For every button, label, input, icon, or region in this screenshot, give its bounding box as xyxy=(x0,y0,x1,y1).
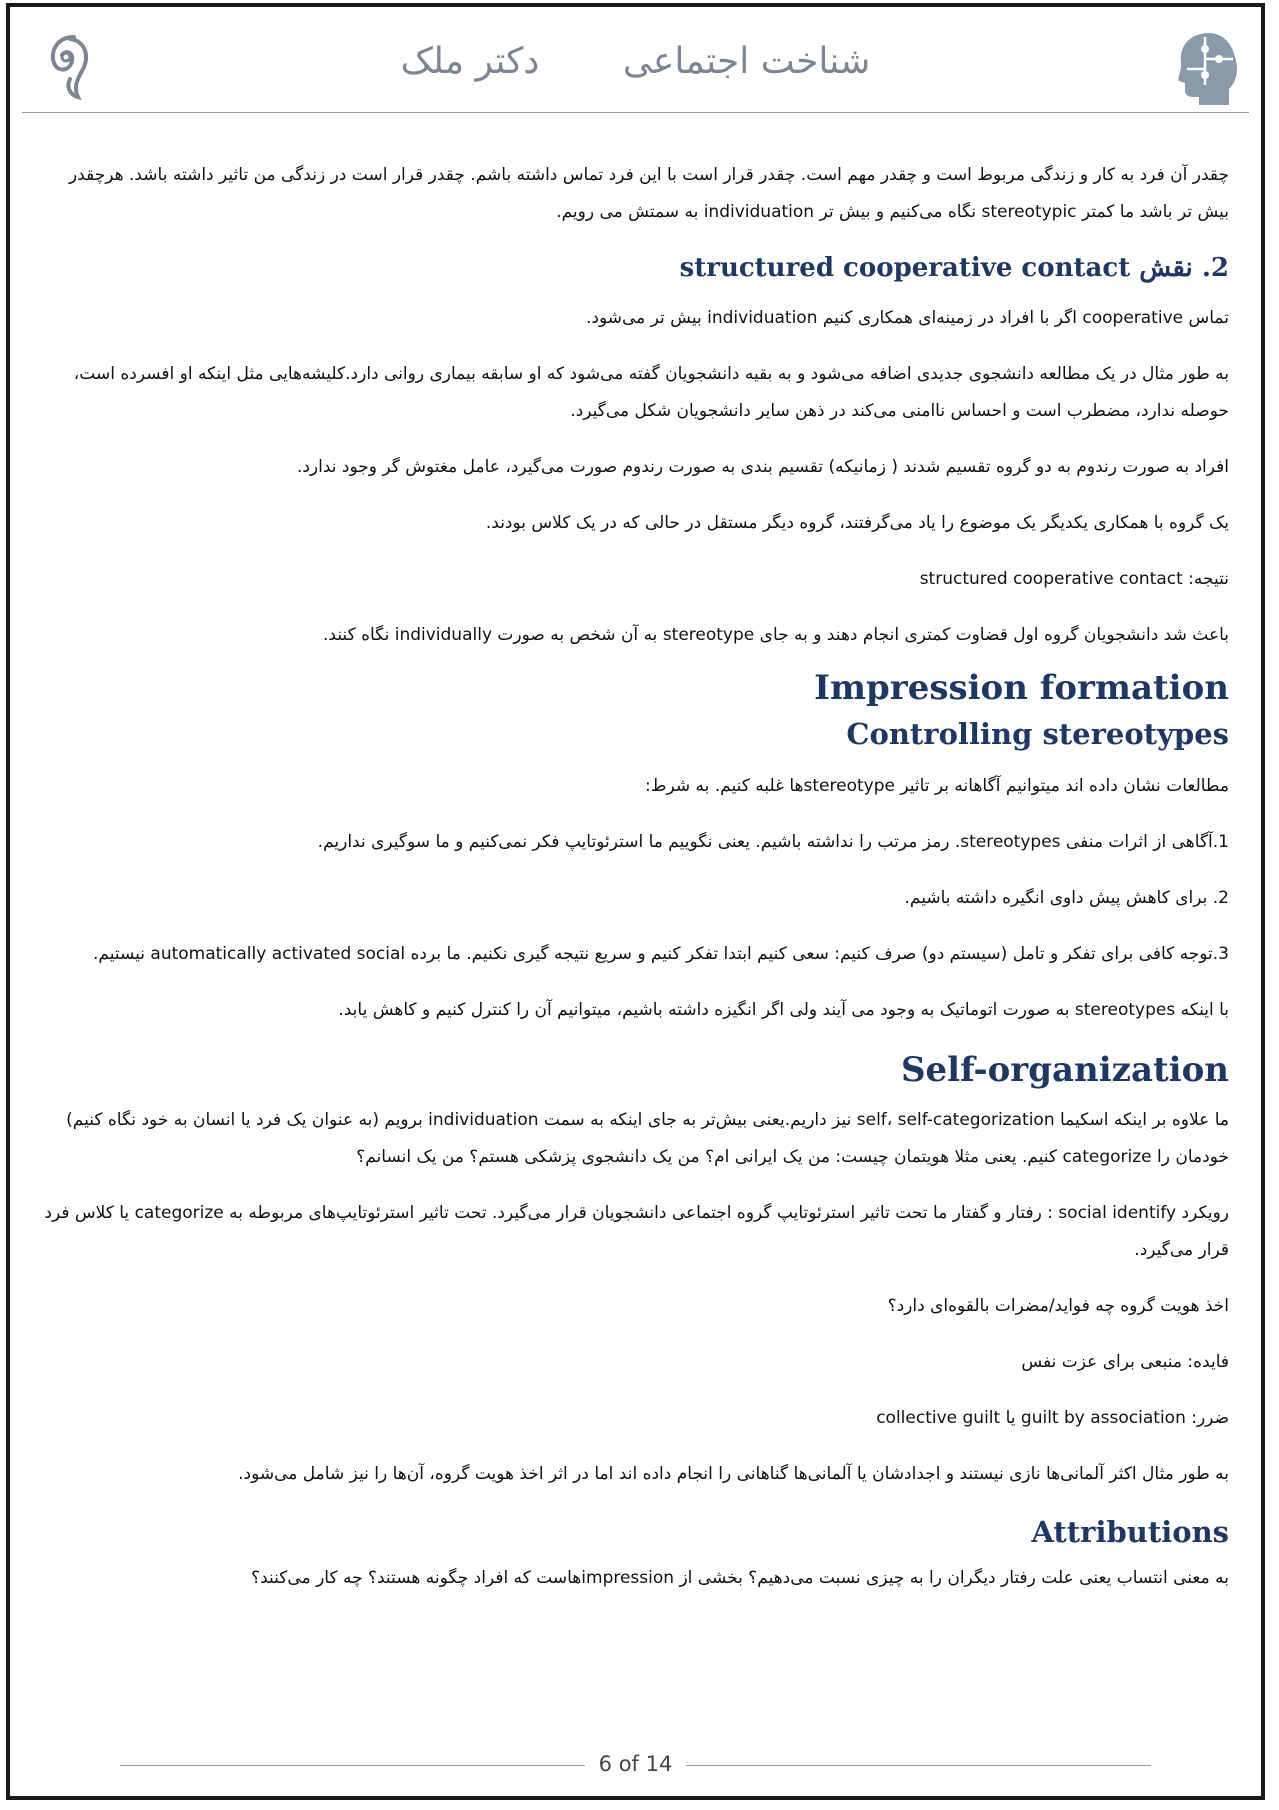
paragraph: یک گروه با همکاری یکدیگر یک موضوع را یاد می‌گرفتند، گروه دیگر مستقل در حالی که در یک کلاس بودند. xyxy=(485,513,1229,533)
paragraph: فایده: منبعی برای عزت نفس xyxy=(1021,1352,1229,1372)
paragraph: با اینکه stereotypes به صورت اتوماتیک به وجود می آیند ولی اگر انگیزه داشته باشیم، میتوانیم آن را کنترل کنیم و کاهش یابد. xyxy=(338,1000,1229,1020)
header-title xyxy=(22,41,1249,82)
paragraph: ما علاوه بر اینکه اسکیما self، self-categorization نیز داریم.یعنی بیش‌تر به جای اینکه به سمت individuation برویم (به عنوان یک فرد یا انسان به خود نگاه کنیم) خودمان را categorize کنیم. یعنی مثلا هویتمان چیست: من یک ایرانی ام؟ من یک دانشجوی پزشکی هستم؟ من یک انسانم؟ xyxy=(66,1110,1229,1167)
paragraph: رویکرد social identify : رفتار و گفتار ما تحت تاثیر استرئوتایپ گروه اجتماعی دانشجویان قرار می‌گیرد. تحت تاثیر استرئوتایپ‌های مربوطه به categorize یا کلاس فرد قرار می‌گیرد. xyxy=(44,1203,1229,1260)
section-heading: 2. نقش structured cooperative contact xyxy=(679,253,1229,283)
heading-self-organization: Self-organization xyxy=(900,1050,1229,1090)
paragraph: به طور مثال اکثر آلمانی‌ها نازی نیستند و اجدادشان یا آلمانی‌ها گناهانی را انجام داده اند اما در اثر اخذ هویت گروه، آن‌ها را نیز شامل می‌شود. xyxy=(238,1464,1229,1484)
paragraph: اخذ هویت گروه چه فواید/مضرات بالقوه‌ای دارد؟ xyxy=(887,1296,1229,1316)
list-item: 1.آگاهی از اثرات منفی stereotypes. رمز مرتب را نداشته باشیم. یعنی نگوییم ما استرئوتایپ فکر نمی‌کنیم و ما سوگیری نداریم. xyxy=(317,832,1229,852)
page-number: 6 of 14 xyxy=(598,1752,673,1776)
paragraph: باعث شد دانشجویان گروه اول قضاوت کمتری انجام دهند و به جای stereotype به آن شخص به صورت individually نگاه کنند. xyxy=(323,625,1229,645)
paragraph: به طور مثال در یک مطالعه دانشجوی جدیدی اضافه می‌شود و به بقیه دانشجویان گفته می‌شود که او سابقه بیماری روانی دارد.کلیشه‌هایی مثل اینکه او افسرده است، حوصله ندارد، مضطرب است و احساس ناامنی می‌کند در ذهن سایر دانشجویان شکل می‌گیرد. xyxy=(73,364,1229,421)
puzzle-head-icon xyxy=(1175,29,1239,107)
document-page xyxy=(6,3,1265,1800)
paragraph: نتیجه: structured cooperative contact xyxy=(919,569,1229,589)
page-footer xyxy=(10,1750,1261,1780)
paragraph: مطالعات نشان داده اند میتوانیم آگاهانه بر تاثیر stereotypeها غلبه کنیم. به شرط: xyxy=(645,776,1229,796)
header-author: دکتر ملک xyxy=(400,41,540,82)
list-item: 3.توجه کافی برای تفکر و تامل (سیستم دو) صرف کنیم: سعی کنیم ابتدا تفکر کنیم و سریع نتیجه گیری نکنیم. ما برده automatically activated social نیستیم. xyxy=(92,944,1229,964)
paragraph: چقدر آن فرد به کار و زندگی مربوط است و چقدر مهم است. چقدر قرار است با این فرد تماس داشته باشم. چقدر قرار است در زندگی من تاثیر داشته باشد. هرچقدر بیش تر باشد ما کمتر stereotypic نگاه می‌کنیم و بیش تر individuation به سمتش می رویم. xyxy=(68,165,1229,222)
paragraph: ضرر: guilt by association یا collective guilt xyxy=(876,1408,1229,1428)
document-body xyxy=(42,157,1229,1616)
paragraph: به معنی انتساب یعنی علت رفتار دیگران را به چیزی نسبت می‌دهیم؟ بخشی از impressionهاست که افراد چگونه هستند؟ چه کار می‌کنند؟ xyxy=(251,1568,1229,1588)
header-course-title: شناخت اجتماعی xyxy=(622,41,871,82)
paragraph: تماس cooperative اگر با افراد در زمینه‌ای همکاری کنیم individuation بیش تر می‌شود. xyxy=(585,308,1229,328)
heading-attributions: Attributions xyxy=(1031,1515,1229,1549)
heading-impression-formation: Impression formation xyxy=(814,668,1229,708)
heading-controlling-stereotypes: Controlling stereotypes xyxy=(846,717,1229,751)
list-item: 2. برای کاهش پیش داوی انگیره داشته باشیم. xyxy=(904,888,1229,908)
page-header xyxy=(22,7,1249,113)
footer-divider-right xyxy=(686,1765,1151,1766)
paragraph: افراد به صورت رندوم به دو گروه تقسیم شدند ( زمانیکه) تقسیم بندی به صورت رندوم صورت می‌گیرد، عامل مغتوش گر وجود ندارد. xyxy=(296,457,1229,477)
